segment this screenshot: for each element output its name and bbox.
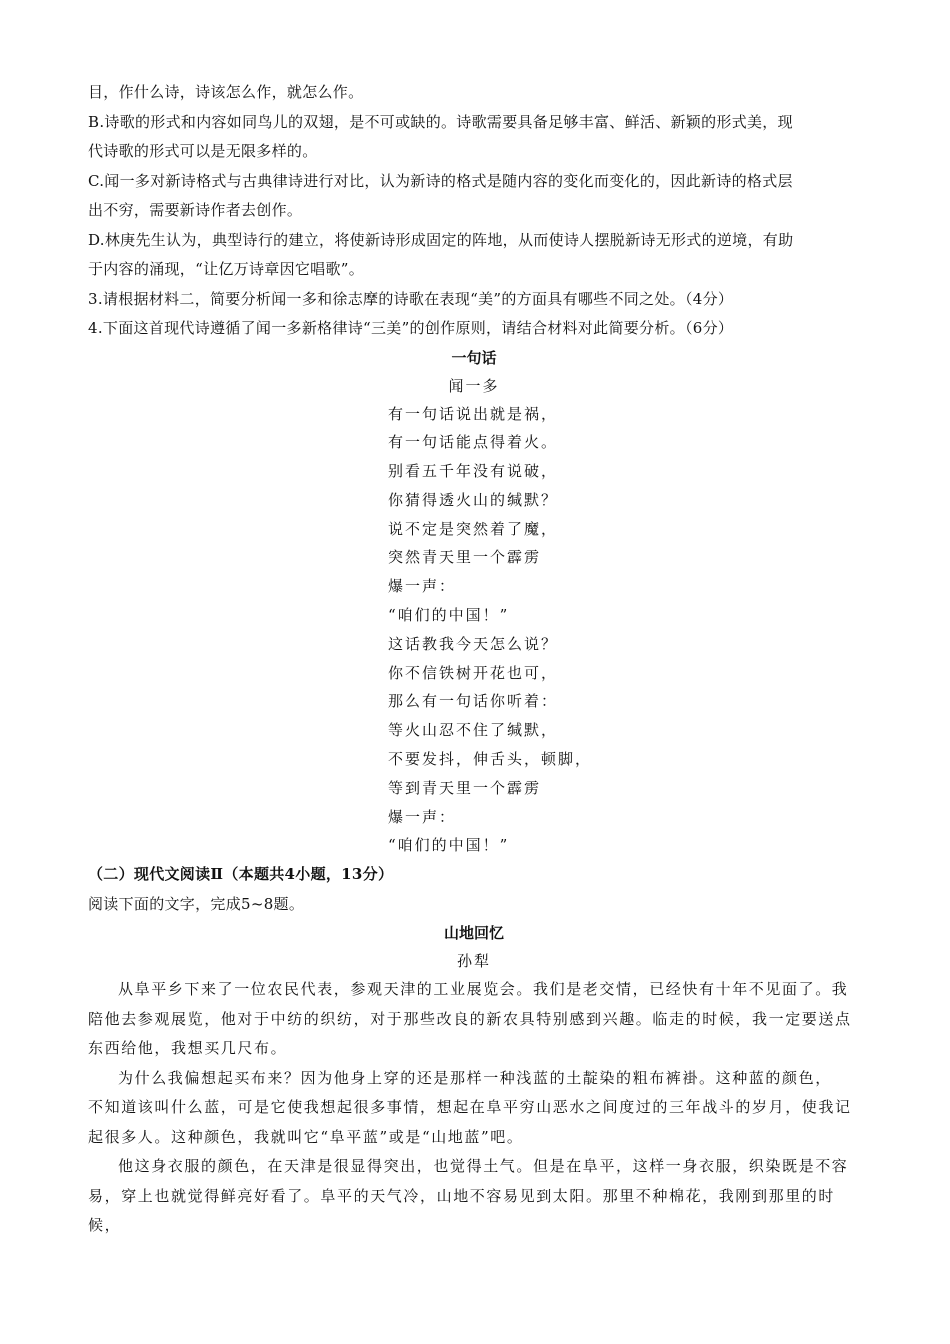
option-b-line-2: 代诗歌的形式可以是无限多样的。 [88, 142, 318, 160]
poem-line: 爆一声： [388, 577, 457, 596]
story-line: 不知道该叫什么蓝，可是它使我想起很多事情，想起在阜平穷山恶水之间度过的三年战斗的岁月，使我记 [88, 1098, 852, 1117]
story-line: 起很多人。这种颜色，我就叫它“阜平蓝”或是“山地蓝”吧。 [88, 1127, 524, 1146]
poem-line: 那么有一句话你听着： [388, 692, 559, 711]
poem-line: 有一句话能点得着火。 [388, 433, 559, 452]
story-body [88, 975, 860, 1241]
option-c-line-2: 出不穷，需要新诗作者去创作。 [88, 201, 303, 219]
section-heading: （二）现代文阅读Ⅱ（本题共4小题，13分） [88, 865, 394, 884]
poem-block [88, 344, 860, 861]
poem-line: 别看五千年没有说破， [388, 462, 559, 481]
poem-line: “咱们的中国！” [388, 836, 510, 855]
poem-line: 说不定是突然着了魔， [388, 519, 559, 538]
story-author: 孙犁 [456, 952, 491, 971]
option-c-line-1: C.闻一多对新诗格式与古典律诗进行对比，认为新诗的格式是随内容的变化而变化的，因此新诗的格式层 [88, 171, 793, 190]
story-line: 为什么我偏想起买布来？因为他身上穿的还是那样一种浅蓝的土靛染的粗布裤褂。这种蓝的颜色， [118, 1068, 832, 1087]
section-2-header [88, 860, 860, 919]
poem-line: 这话教我今天怎么说？ [388, 634, 559, 653]
question-options-block [88, 78, 860, 344]
poem-line: 你猜得透火山的缄默？ [388, 490, 559, 509]
poem-title: 一句话 [451, 348, 497, 367]
poem-line: 有一句话说出就是祸， [388, 404, 559, 423]
story-block [88, 919, 860, 1241]
story-line: 东西给他，我想买几尺布。 [88, 1039, 288, 1058]
poem-lines [388, 400, 860, 861]
poem-line: 等到青天里一个霹雳 [388, 778, 542, 797]
poem-line: 等火山忍不住了缄默， [388, 721, 559, 740]
story-title: 山地回忆 [443, 924, 504, 943]
story-line: 从阜平乡下来了一位农民代表，参观天津的工业展览会。我们是老交情，已经快有十年不见面了。我 [118, 980, 849, 999]
poem-line: 不要发抖，伸舌头，顿脚， [388, 750, 593, 769]
story-line: 陪他去参观展览，他对于中纺的织纺，对于那些改良的新农具特别感到兴趣。临走的时候，我一定要送点 [88, 1009, 852, 1028]
option-d-line-2: 于内容的涌现，“让亿万诗章因它唱歌”。 [88, 260, 365, 278]
question-4: 4.下面这首现代诗遵循了闻一多新格律诗“三美”的创作原则，请结合材料对此简要分析。（6分） [88, 319, 734, 337]
document-page [88, 78, 860, 1241]
question-3: 3.请根据材料二，简要分析闻一多和徐志摩的诗歌在表现“美”的方面具有哪些不同之处。（4分） [88, 289, 734, 308]
poem-line: 爆一声： [388, 807, 457, 826]
poem-line: 突然青天里一个霹雳 [388, 548, 542, 567]
poem-author: 闻一多 [448, 376, 500, 395]
poem-line: 你不信铁树开花也可， [388, 663, 559, 682]
story-line: 他这身衣服的颜色，在天津是很显得突出，也觉得土气。但是在阜平，这样一身衣服，织染既是不容 [118, 1157, 849, 1176]
story-line: 易，穿上也就觉得鲜亮好看了。阜平的天气冷，山地不容易见到太阳。那里不种棉花，我刚到那里的时候， [88, 1186, 836, 1235]
option-d-line-1: D.林庚先生认为，典型诗行的建立，将使新诗形成固定的阵地，从而使诗人摆脱新诗无形式的逆境，有助 [88, 230, 794, 249]
text-line: 目，作什么诗，诗该怎么作，就怎么作。 [88, 83, 364, 101]
section-instruction: 阅读下面的文字，完成5~8题。 [88, 894, 305, 913]
poem-line: “咱们的中国！” [388, 606, 510, 625]
option-b-line-1: B.诗歌的形式和内容如同鸟儿的双翅，是不可或缺的。诗歌需要具备足够丰富、鲜活、新颖的形式美，现 [88, 112, 793, 131]
